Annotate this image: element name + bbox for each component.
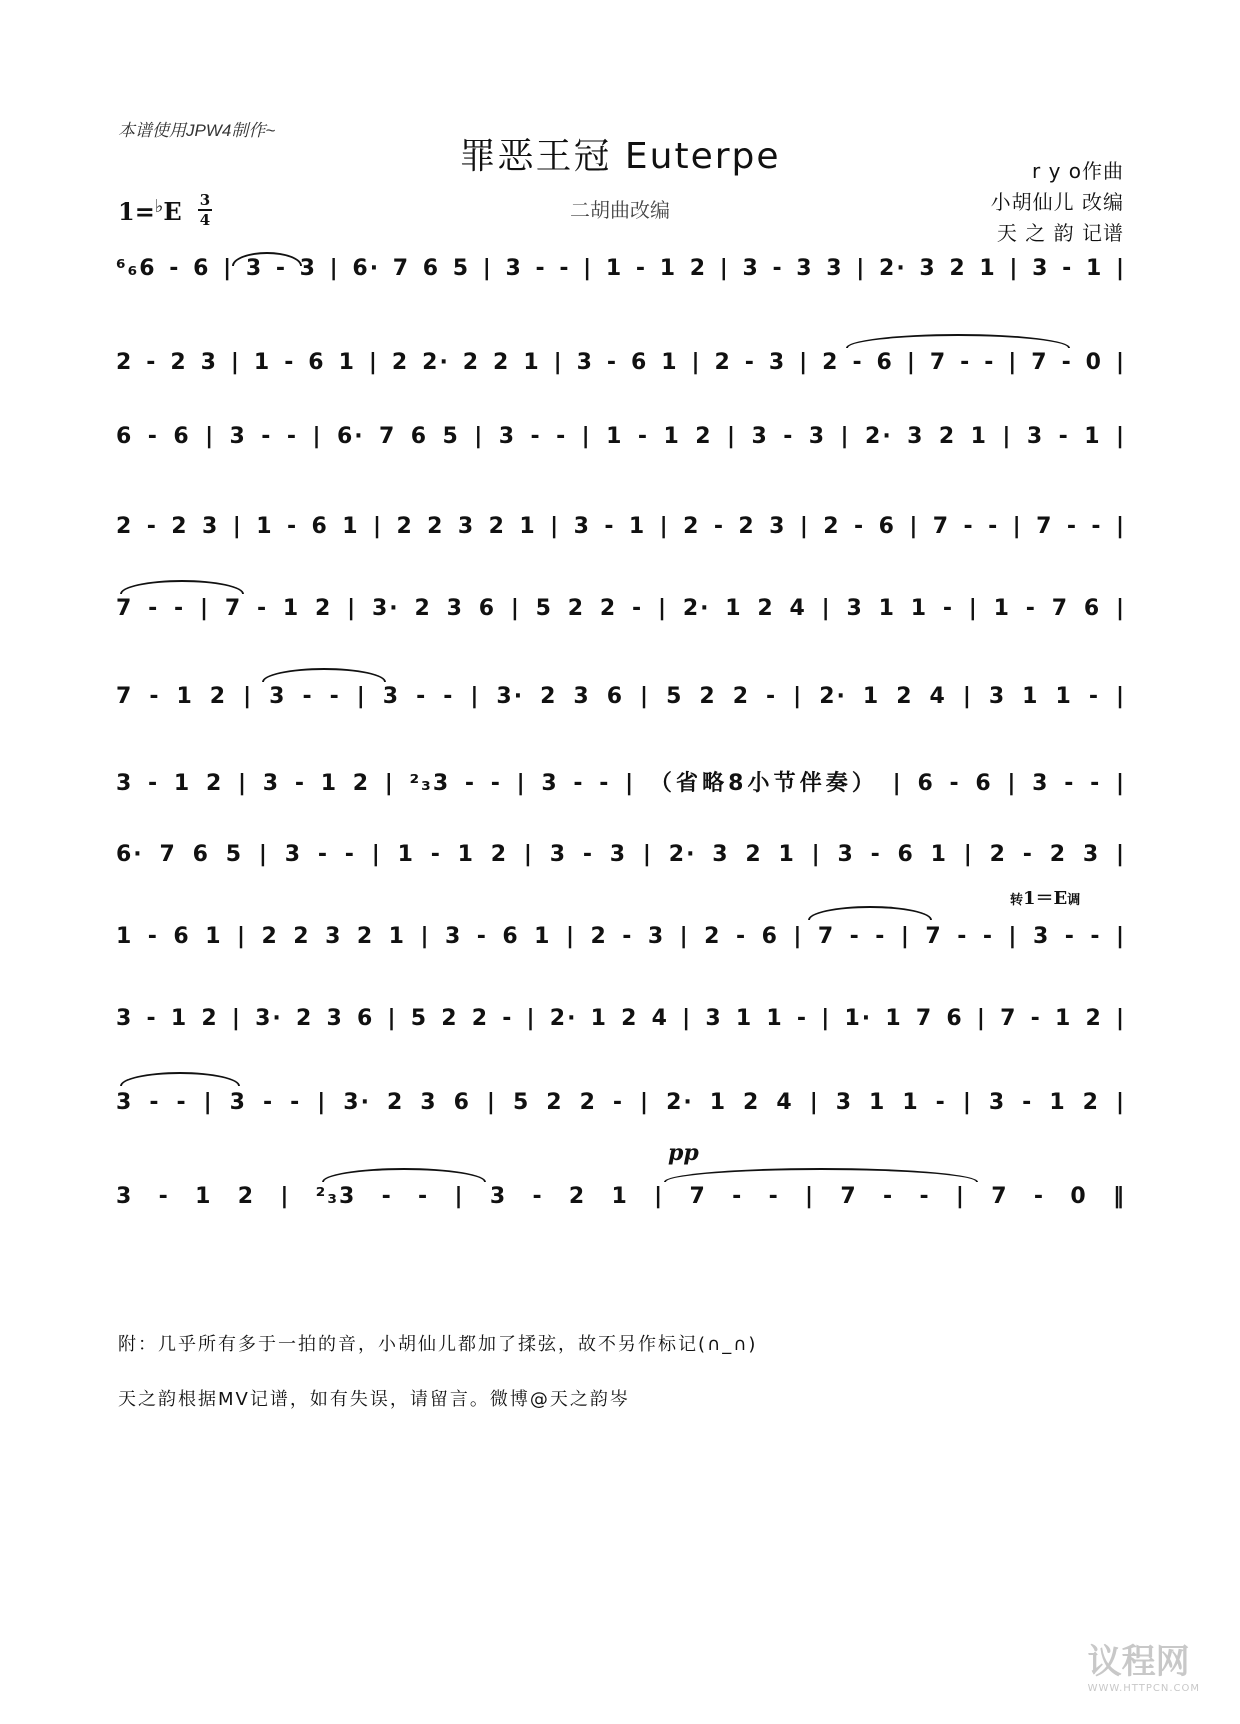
time-signature-top: 3 [199, 191, 211, 209]
staff-line-5 [116, 596, 1126, 636]
slur-mark [808, 906, 932, 920]
notation-text: 3 - 1 2 | 3· 2 3 6 | 5 2 2 - | 2· 1 2 4 | 3 1 1 - | 1· 1 7 6 | 7 - 1 2 | [116, 1006, 1126, 1031]
key-change-key: 1＝E [1023, 888, 1068, 909]
staff-line-9 [116, 924, 1126, 964]
slur-mark [232, 252, 302, 266]
staff-line-8 [116, 842, 1126, 882]
watermark-url: WWW.HTTPCN.COM [1087, 1683, 1200, 1694]
key-signature [118, 196, 182, 226]
credit-transcriber: 天 之 韵 记谱 [996, 221, 1124, 245]
staff-line-3 [116, 424, 1126, 464]
watermark-logo [1088, 1634, 1200, 1694]
time-signature [198, 192, 212, 228]
notation-text: 7 - 1 2 | 3 - - | 3 - - | 3· 2 3 6 | 5 2 2 - | 2· 1 2 4 | 3 1 1 - | [116, 684, 1126, 709]
staff-line-7 [116, 766, 1126, 806]
notation-text: 7 - - | 7 - 1 2 | 3· 2 3 6 | 5 2 2 - | 2· 1 2 4 | 3 1 1 - | 1 - 7 6 | [116, 596, 1126, 621]
page-title: 罪恶王冠 Euterpe [459, 136, 781, 177]
credits [991, 156, 1124, 249]
staff-line-10 [116, 1006, 1126, 1046]
footnote-transcription: 天之韵根据MV记谱，如有失误，请留言。微博@天之韵岑 [118, 1389, 630, 1410]
credit-arranger: 小胡仙儿 改编 [990, 190, 1124, 214]
dynamic-marking: pp [668, 1140, 699, 1166]
notation-text: 2 - 2 3 | 1 - 6 1 | 2 2· 2 2 1 | 3 - 6 1 | 2 - 3 | 2 - 6 | 7 - - | 7 - 0 | [116, 350, 1126, 375]
credit-composer: r y o作曲 [1031, 159, 1124, 183]
notation-text: 6 - 6 | 3 - - | 6· 7 6 5 | 3 - - | 1 - 1 2 | 3 - 3 | 2· 3 2 1 | 3 - 1 | [116, 424, 1126, 449]
slur-mark [846, 334, 1070, 348]
subtitle: 二胡曲改编 [570, 198, 670, 222]
staff-line-12 [116, 1184, 1126, 1224]
notation-text: 6· 7 6 5 | 3 - - | 1 - 1 2 | 3 - 3 | 2· 3 2 1 | 3 - 6 1 | 2 - 2 3 | [116, 842, 1126, 867]
footnote-vibrato: 附：几乎所有多于一拍的音，小胡仙儿都加了揉弦，故不另作标记(∩_∩) [118, 1334, 758, 1355]
key-note: E [163, 197, 182, 226]
staff-line-2 [116, 350, 1126, 390]
slur-mark [120, 580, 244, 594]
notation-text: 3 - 1 2 | ²₃3 - - | 3 - 2 1 | 7 - - | 7 - - | 7 - 0 ‖ [116, 1184, 1126, 1209]
notation-text: 2 - 2 3 | 1 - 6 1 | 2 2 3 2 1 | 3 - 1 | 2 - 2 3 | 2 - 6 | 7 - - | 7 - - | [116, 514, 1126, 539]
key-change-marker [1010, 884, 1080, 910]
watermark-brand: 议程网 [1087, 1642, 1190, 1682]
notation-text: 3 - 1 2 | 3 - 1 2 | ²₃3 - - | 3 - - | （省略8小节伴奏） | 6 - 6 | 3 - - | [116, 771, 1126, 796]
notation-text: 3 - - | 3 - - | 3· 2 3 6 | 5 2 2 - | 2· 1 2 4 | 3 1 1 - | 3 - 1 2 | [116, 1090, 1126, 1115]
slur-mark [262, 668, 386, 682]
staff-line-11 [116, 1090, 1126, 1130]
staff-line-4 [116, 514, 1126, 554]
software-note: 本谱使用JPW4制作~ [118, 121, 276, 140]
slur-mark [120, 1072, 240, 1086]
slur-mark [322, 1168, 486, 1182]
key-change-suffix: 调 [1067, 893, 1081, 908]
flat-sign: ♭ [154, 196, 164, 217]
time-signature-bottom: 4 [199, 211, 211, 229]
notation-text: 1 - 6 1 | 2 2 3 2 1 | 3 - 6 1 | 2 - 3 | 2 - 6 | 7 - - | 7 - - | 3 - - | [116, 924, 1126, 949]
key-change-prefix: 转 [1010, 893, 1024, 908]
key-prefix: 1= [118, 197, 155, 226]
staff-line-6 [116, 684, 1126, 724]
notation-text: ⁶₆6 - 6 | 3 - 3 | 6· 7 6 5 | 3 - - | 1 - 1 2 | 3 - 3 3 | 2· 3 2 1 | 3 - 1 | [116, 256, 1126, 281]
slur-mark [664, 1168, 978, 1182]
